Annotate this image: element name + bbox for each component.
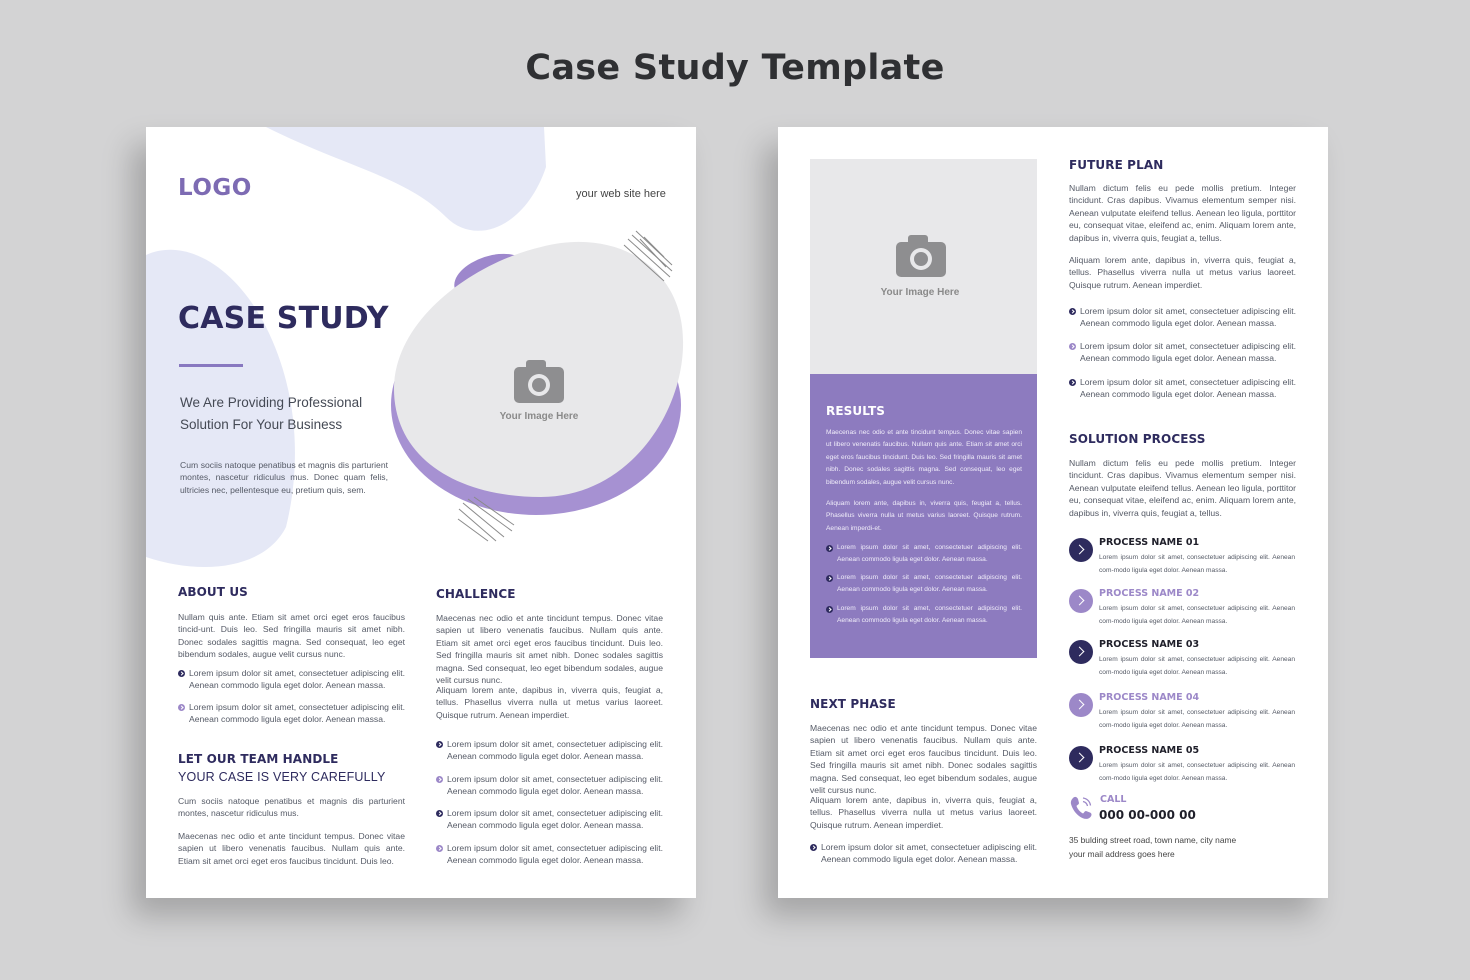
results-body-1: Maecenas nec odio et ante tincidunt tempus. Donec vitae sapien ut libero venenatis faucibus. Nullam quis ante. Etiam sit amet orci eget eros faucibus tincidunt. Duis leo. Sed fringilla mauris sit amet nibh. Donec sodales sagittis magna. Sed consequat, leo eget bibendum sodales, augue velit cursus nunc. bbox=[826, 429, 1022, 486]
subtitle-line-2: Solution For Your Business bbox=[180, 417, 343, 432]
process-description: Lorem ipsum dolor sit amet, consectetuer adipiscing elit. Aenean com-modo ligula eget dolor. Aenean massa. bbox=[1099, 554, 1295, 574]
website-text[interactable]: your web site here bbox=[576, 188, 666, 200]
process-name: PROCESS NAME 05 bbox=[1099, 745, 1200, 756]
bullet-icon bbox=[1069, 343, 1076, 350]
phone-icon bbox=[1069, 795, 1093, 821]
left-page bbox=[146, 127, 696, 898]
process-description: Lorem ipsum dolor sit amet, consectetuer adipiscing elit. Aenean com-modo ligula eget dolor. Aenean massa. bbox=[1099, 762, 1295, 782]
process-arrow-icon bbox=[1069, 693, 1093, 717]
list-item: Lorem ipsum dolor sit amet, consectetuer adipiscing elit. Aenean commodo ligula eget dolor. Aenean massa. bbox=[826, 603, 1022, 628]
challence-heading: CHALLENCE bbox=[436, 587, 516, 601]
future-plan-body-2: Aliquam lorem ante, dapibus in, viverra quis, feugiat a, tellus. Phasellus viverra nulla ut metus varius laoreet. Quisque rutrum. Aenean imperdiet. bbox=[1069, 255, 1296, 290]
process-arrow-icon bbox=[1069, 538, 1093, 562]
right-page bbox=[778, 127, 1328, 898]
list-item: Lorem ipsum dolor sit amet, consectetuer adipiscing elit. Aenean commodo ligula eget dolor. Aenean massa. bbox=[436, 738, 663, 763]
bullet-icon bbox=[178, 704, 185, 711]
bullet-icon bbox=[826, 545, 833, 552]
camera-icon bbox=[895, 234, 947, 278]
list-item: Lorem ipsum dolor sit amet, consectetuer adipiscing elit. Aenean commodo ligula eget dolor. Aenean massa. bbox=[436, 842, 663, 867]
subtitle-line-1: We Are Providing Professional bbox=[180, 395, 363, 410]
page-title: Case Study Template bbox=[525, 48, 945, 88]
list-item: Lorem ipsum dolor sit amet, consectetuer adipiscing elit. Aenean commodo ligula eget dolor. Aenean massa. bbox=[178, 701, 405, 726]
image-placeholder-caption: Your Image Here bbox=[499, 411, 579, 422]
team-body-2: Maecenas nec odio et ante tincidunt tempus. Donec vitae sapien ut libero venenatis faucibus. Nullam quis ante. Etiam sit amet orci eget eros faucibus tincidunt. Duis leo. bbox=[178, 831, 405, 866]
list-item: Lorem ipsum dolor sit amet, consectetuer adipiscing elit. Aenean commodo ligula eget dolor. Aenean massa. bbox=[178, 667, 405, 692]
process-name: PROCESS NAME 02 bbox=[1099, 588, 1200, 599]
bullet-icon bbox=[436, 776, 443, 783]
list-item: Lorem ipsum dolor sit amet, consectetuer adipiscing elit. Aenean commodo ligula eget dolor. Aenean massa. bbox=[436, 773, 663, 798]
about-heading: ABOUT US bbox=[178, 585, 248, 599]
image-placeholder bbox=[810, 159, 1037, 374]
team-subheading: YOUR CASE IS VERY CAREFULLY bbox=[178, 770, 386, 784]
process-arrow-icon bbox=[1069, 640, 1093, 664]
team-body-1: Cum sociis natoque penatibus et magnis dis parturient montes, nascetur ridiculus mus. bbox=[178, 796, 405, 819]
subtitle bbox=[180, 392, 400, 436]
about-body: Nullam quis ante. Etiam sit amet orci eget eros faucibus tincid-unt. Duis leo. Sed fringilla mauris sit amet nibh. Donec sodales sagittis magna. Sed consequat, leo eget bibendum sodales, augue velit cursus nunc. bbox=[178, 612, 405, 660]
process-name: PROCESS NAME 01 bbox=[1099, 537, 1200, 548]
solution-heading: SOLUTION PROCESS bbox=[1069, 432, 1206, 446]
bullet-icon bbox=[178, 670, 185, 677]
process-description: Lorem ipsum dolor sit amet, consectetuer adipiscing elit. Aenean com-modo ligula eget dolor. Aenean massa. bbox=[1099, 709, 1295, 729]
title-divider bbox=[179, 364, 243, 367]
bullet-icon bbox=[826, 606, 833, 613]
process-name: PROCESS NAME 03 bbox=[1099, 639, 1200, 650]
list-item: Lorem ipsum dolor sit amet, consectetuer adipiscing elit. Aenean commodo ligula eget dolor. Aenean massa. bbox=[810, 841, 1037, 866]
process-arrow-icon bbox=[1069, 746, 1093, 770]
next-phase-heading: NEXT PHASE bbox=[810, 697, 896, 711]
future-plan-heading: FUTURE PLAN bbox=[1069, 158, 1164, 172]
process-name: PROCESS NAME 04 bbox=[1099, 692, 1200, 703]
challence-body-1: Maecenas nec odio et ante tincidunt tempus. Donec vitae sapien ut libero venenatis faucibus. Nullam quis ante. Etiam sit amet orci eget eros faucibus tincidunt. Duis leo. Sed fringilla mauris sit amet nibh. Donec sodales sagittis magna. Sed consequat, leo eget bibendum sodales, augue velit cursus nunc. bbox=[436, 613, 663, 686]
next-phase-body-2: Aliquam lorem ante, dapibus in, viverra quis, feugiat a, tellus. Phasellus viverra nulla ut metus varius laoreet. Quisque rutrum. Aenean imperdiet. bbox=[810, 795, 1037, 830]
bullet-icon bbox=[810, 844, 817, 851]
list-item: Lorem ipsum dolor sit amet, consectetuer adipiscing elit. Aenean commodo ligula eget dolor. Aenean massa. bbox=[1069, 376, 1296, 401]
solution-body: Nullam dictum felis eu pede mollis pretium. Integer tincidunt. Cras dapibus. Vivamus elementum semper nisi. Aenean vulputate eleifend tellus. Aenean leo ligula, porttitor eu, consequat vitae, eleifend ac, enim. Aliquam lorem ante, dapibus in, viverra quis, feugiat a, tellus. bbox=[1069, 458, 1296, 518]
team-heading: LET OUR TEAM HANDLE bbox=[178, 752, 339, 766]
results-body-2: Aliquam lorem ante, dapibus in, viverra quis, feugiat a, tellus. Phasellus viverra nulla ut metus varius laoreet. Quisque rutrum. Aenean imperdi-et. bbox=[826, 500, 1022, 532]
bullet-icon bbox=[436, 845, 443, 852]
logo: LOGO bbox=[178, 175, 252, 201]
results-block bbox=[810, 374, 1037, 658]
list-item: Lorem ipsum dolor sit amet, consectetuer adipiscing elit. Aenean commodo ligula eget dolor. Aenean massa. bbox=[1069, 340, 1296, 365]
bullet-icon bbox=[436, 741, 443, 748]
address-text: 35 bulding street road, town name, city name bbox=[1069, 835, 1237, 845]
bullet-icon bbox=[1069, 308, 1076, 315]
results-heading: RESULTS bbox=[826, 404, 886, 418]
process-description: Lorem ipsum dolor sit amet, consectetuer adipiscing elit. Aenean com-modo ligula eget dolor. Aenean massa. bbox=[1099, 605, 1295, 625]
list-item: Lorem ipsum dolor sit amet, consectetuer adipiscing elit. Aenean commodo ligula eget dolor. Aenean massa. bbox=[1069, 305, 1296, 330]
bullet-icon bbox=[826, 575, 833, 582]
process-arrow-icon bbox=[1069, 589, 1093, 613]
future-plan-body-1: Nullam dictum felis eu pede mollis pretium. Integer tincidunt. Cras dapibus. Vivamus elementum semper nisi. Aenean vulputate eleifend tellus. Aenean leo ligula, porttitor eu, consequat vitae, eleifend ac, enim. Aliquam lorem ante, dapibus in, viverra quis, feugiat a, tellus. bbox=[1069, 183, 1296, 243]
challence-body-2: Aliquam lorem ante, dapibus in, viverra quis, feugiat a, tellus. Phasellus viverra nulla ut metus varius laoreet. Quisque rutrum. Aenean imperdiet. bbox=[436, 685, 663, 720]
process-description: Lorem ipsum dolor sit amet, consectetuer adipiscing elit. Aenean com-modo ligula eget dolor. Aenean massa. bbox=[1099, 656, 1295, 676]
bullet-icon bbox=[1069, 379, 1076, 386]
list-item: Lorem ipsum dolor sit amet, consectetuer adipiscing elit. Aenean commodo ligula eget dolor. Aenean massa. bbox=[826, 542, 1022, 567]
call-label: CALL bbox=[1100, 794, 1127, 805]
phone-number[interactable]: 000 00-000 00 bbox=[1099, 808, 1196, 822]
bullet-icon bbox=[436, 810, 443, 817]
list-item: Lorem ipsum dolor sit amet, consectetuer adipiscing elit. Aenean commodo ligula eget dolor. Aenean massa. bbox=[436, 807, 663, 832]
email-text[interactable]: your mail address goes here bbox=[1069, 849, 1175, 859]
next-phase-body-1: Maecenas nec odio et ante tincidunt tempus. Donec vitae sapien ut libero venenatis faucibus. Nullam quis ante. Etiam sit amet orci eget eros faucibus tincidunt. Duis leo. Sed fringilla mauris sit amet nibh. Donec sodales sagittis magna. Sed consequat, leo eget bibendum sodales, augue velit cursus nunc. bbox=[810, 723, 1037, 796]
image-placeholder-caption: Your Image Here bbox=[880, 287, 960, 298]
case-study-title: CASE STUDY bbox=[178, 301, 389, 336]
intro-text: Cum sociis natoque penatibus et magnis dis parturient montes, nascetur ridiculus mus. Donec quam felis, ultricies nec, pellentesque eu, pretium quis, sem. bbox=[180, 460, 388, 495]
list-item: Lorem ipsum dolor sit amet, consectetuer adipiscing elit. Aenean commodo ligula eget dolor. Aenean massa. bbox=[826, 572, 1022, 597]
